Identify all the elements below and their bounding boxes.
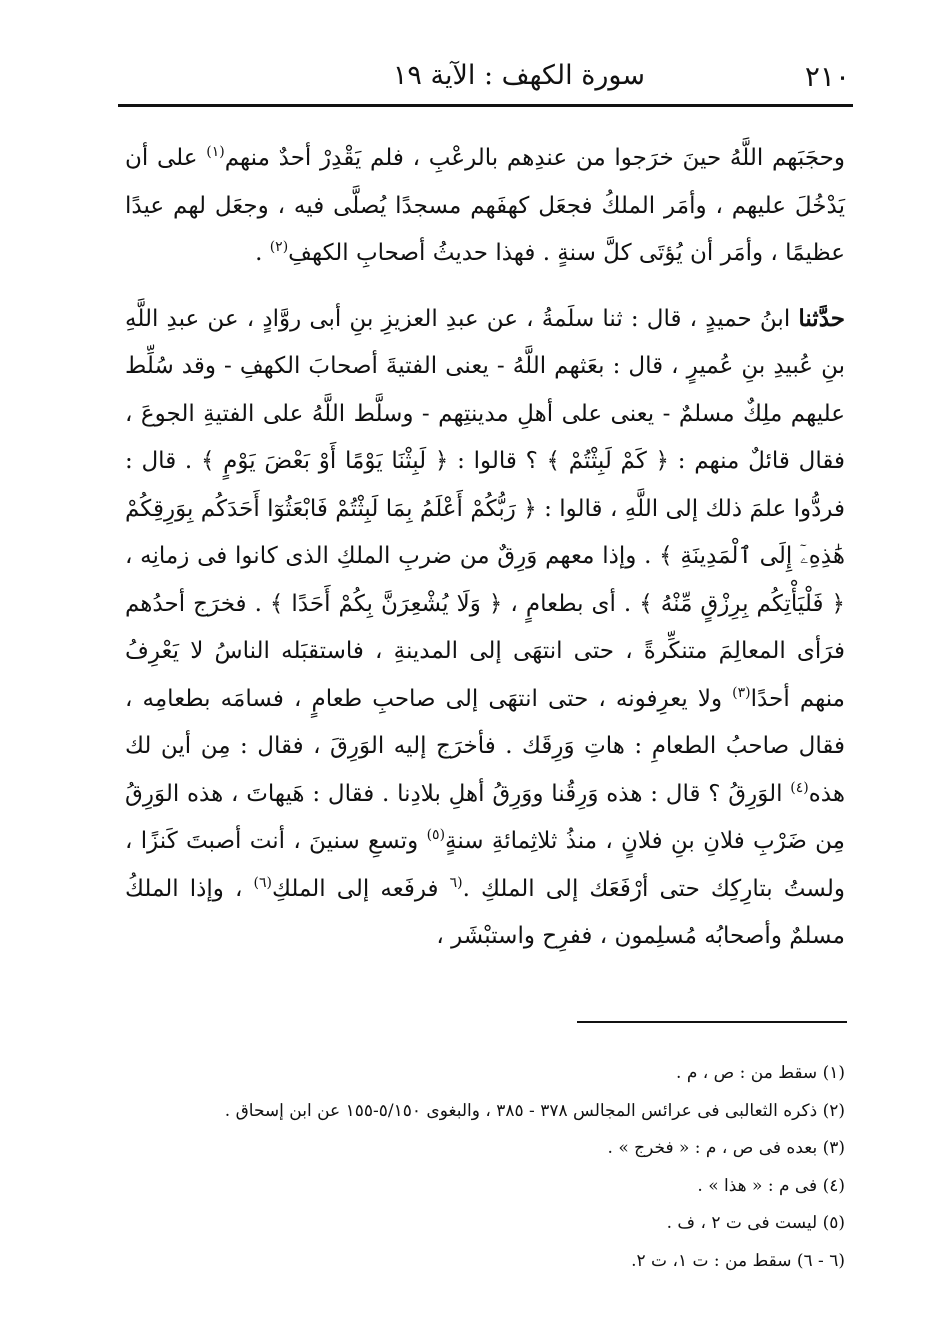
text-segment: وحجَبَهم اللَّهُ حينَ خرَجوا من عندِهم بالرعْبِ ، فلم يَقْدِرْ أحدٌ منهم	[224, 145, 845, 171]
footnote-marker-6-start: (٦	[449, 874, 463, 891]
footnote-marker-1: (١)	[206, 144, 225, 160]
footnote-marker-4: (٤)	[790, 779, 809, 796]
text-segment: ابنُ حميدٍ ، قال : ثنا سلَمةُ ، عن عبدِ العزيزِ بنِ أبى روَّادٍ ، عن عبدِ اللَّهِ بنِ عُبيدِ بنِ عُميرٍ ، قال : بعَثهم اللَّهُ - يعنى الفتيةَ أصحابَ الكهفِ - وقد سُلِّط عليهم ملِكٌ مسلمٌ - يعنى على أهلِ مدينتِهم - وسلَّط اللَّهُ على الفتيةِ الجوعَ ، فقال قائلٌ منهم : ﴿ كَمْ لَبِثْتُمْ ﴾ ؟ قالوا : ﴿ لَبِثْنَا يَوْمًا أَوْ بَعْضَ يَوْمٍ ﴾ . قال : فردُّوا علمَ ذلك إلى اللَّهِ ، قالوا : ﴿ رَبُّكُمْ أَعْلَمُ بِمَا لَبِثْتُمْ فَابْعَثُوٓا أَحَدَكُم بِوَرِقِكُمْ هَٰذِهِۦٓ إِلَى ٱلْمَدِينَةِ ﴾ . وإذا معهم وَرِقٌ من ضربِ الملكِ الذى كانوا فى زمانِه ، ﴿ فَلْيَأْتِكُم بِرِزْقٍ مِّنْهُ ﴾ . أى بطعامٍ ، ﴿ وَلَا يُشْعِرَنَّ بِكُمْ أَحَدًا ﴾ . فخرَج أحدُهم فرَأى المعالِمَ متنكِّرةً ، حتى انتهَى إلى المدينةِ ، فاستقبَله الناسُ لا يَعْرِفُ منهم أحدًا	[125, 305, 845, 712]
paragraph-1	[125, 135, 845, 278]
footnotes	[125, 1055, 845, 1280]
footnote-marker-5: (٥)	[426, 827, 446, 843]
paragraph-2	[125, 295, 845, 961]
text-segment: ولا يعرِفونه ، حتى انتهَى إلى صاحبِ طعامٍ ، فسامَه بطعامِه ، فقال صاحبُ الطعامِ : هاتِ وَرِقَك . فأخرَج إليه الوَرِقَ ، فقال : مِن أين لك هذه	[125, 685, 845, 807]
footnote-1: (١) سقط من : ص ، م .	[676, 1063, 845, 1083]
text-segment: الوَرِقُ ؟ قال : هذه وَرِقُنا ووَرِقُ أهلِ بلادِنا . فقال : هَيهاتَ ، هذه الوَرِقُ مِن ضَرْبِ فلانِ بنِ فلانٍ ، منذُ ثلاثِمائةِ سنةٍ	[125, 780, 845, 854]
page-number: ٢١٠	[804, 60, 850, 93]
footnote-marker-6-end: (٦)	[253, 874, 272, 891]
header-rule	[118, 104, 853, 107]
isnad-lead: حدَّثنا	[798, 304, 845, 332]
main-text	[125, 135, 845, 961]
footnote-marker-3: (٣)	[732, 684, 751, 701]
running-title: سورة الكهف : الآية ١٩	[392, 60, 645, 91]
text-segment: وتسعِ سنينَ ، أنت أصبتَ كَنزًا ، ولستُ بتارِكِك حتى أرْفَعَك إلى الملكِ .	[125, 828, 845, 902]
text-segment: ، وإذا الملكُ مسلمٌ وأصحابُه مُسلِمون ، ففرِح واستبْشَر ،	[125, 875, 845, 949]
page-header	[120, 56, 850, 96]
text-segment: على أن يَدْخُلَ عليهم ، وأمَر الملكُ فجعَل كهفَهم مسجدًا يُصلَّى فيه ، وجعَل لهم عيدًا عظيمًا ، وأمَر أن يُؤتَى كلَّ سنةٍ . فهذا حديثُ أصحابِ الكهفِ	[125, 145, 845, 266]
footnote-3: (٣) بعده فى ص ، م : « فخرج » .	[607, 1138, 845, 1158]
footnote-rule	[577, 1021, 847, 1023]
text-segment: فرفَعه إلى الملكِ	[271, 875, 450, 902]
footnote-5: (٥) ليست فى ت ٢ ، ف .	[666, 1213, 845, 1233]
text-segment: .	[255, 240, 270, 266]
footnote-6: (٦ - ٦) سقط من : ت ١، ت ٢.	[631, 1250, 845, 1271]
footnote-2: (٢) ذكره الثعالبى فى عرائس المجالس ٣٧٨ - ٣٨٥ ، والبغوى ٥/١٥٠-١٥٥ عن ابن إسحاق .	[224, 1100, 845, 1121]
footnote-marker-2: (٢)	[269, 239, 289, 255]
footnote-4: (٤) فى م : « هذا » .	[697, 1175, 845, 1196]
